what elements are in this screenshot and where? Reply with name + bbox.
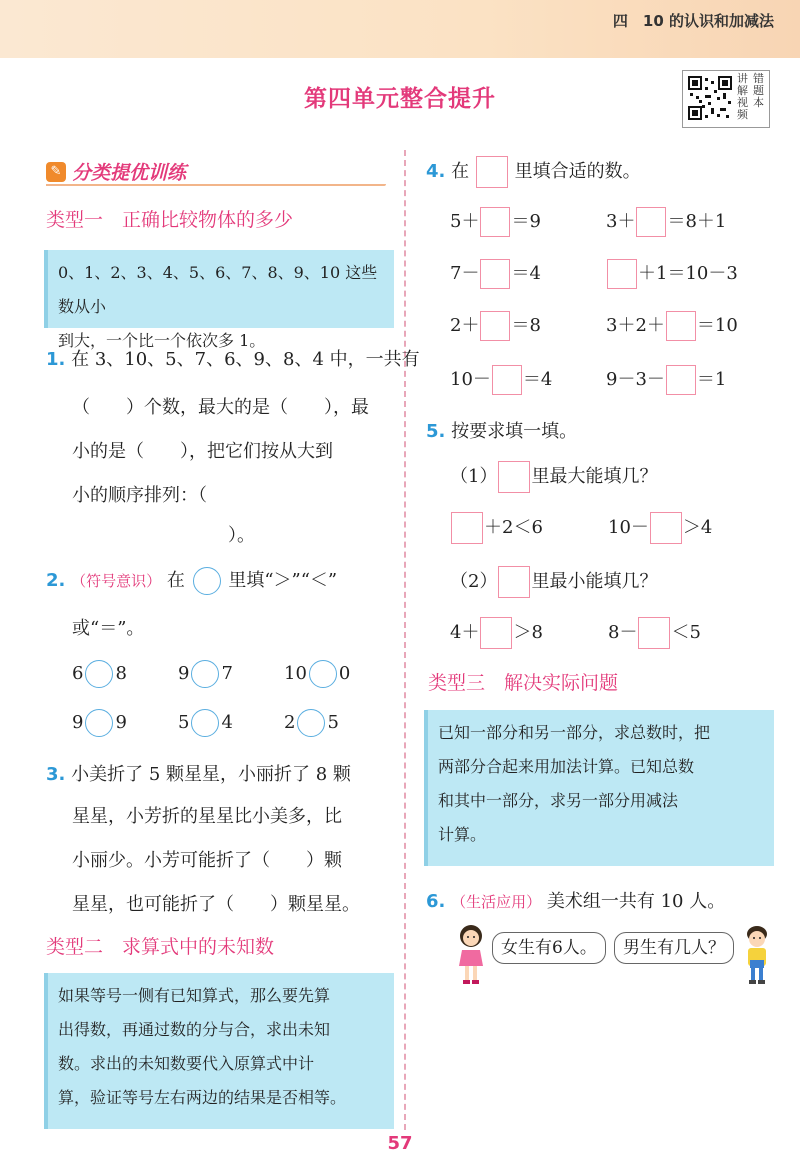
answer-box[interactable] [666, 311, 696, 341]
section-title: 分类提优训练 [72, 162, 187, 184]
q3-line: 小丽少。小芳可能折了（ ）颗 [72, 850, 342, 871]
answer-box[interactable] [666, 365, 696, 395]
qr-code-panel[interactable] [682, 70, 770, 128]
q2-tag: （符号意识） [71, 572, 162, 590]
boy-icon [742, 924, 772, 986]
inequality: 10－ ＞4 [608, 512, 712, 544]
q3-text: 小美折了 5 颗星星，小丽折了 8 颗 [71, 764, 351, 785]
compare-item: 10 0 [284, 660, 350, 688]
section-icon: ✎ [46, 162, 66, 182]
answer-circle[interactable] [85, 709, 113, 737]
equation: 7－ ＝4 [450, 259, 541, 289]
type3-note-line: 已知一部分和另一部分，求总数时，把 [438, 723, 711, 742]
compare-item: 6 8 [72, 660, 127, 688]
type2-heading: 类型二 求算式中的未知数 [46, 936, 275, 958]
answer-box[interactable] [636, 207, 666, 237]
speech-bubble-boy: 男生有几人？ [614, 932, 734, 964]
equation: 5＋ ＝9 [450, 207, 541, 237]
inequality: 8－ ＜5 [608, 617, 701, 649]
section-underline [46, 184, 386, 186]
q3-number: 3. [46, 764, 66, 785]
inequality: 4＋ ＞8 [450, 617, 543, 649]
q1-line: （ ）个数，最大的是（ ），最 [72, 397, 369, 418]
q6-number: 6. [426, 891, 446, 912]
inequality: ＋2＜6 [450, 512, 543, 544]
answer-box[interactable] [451, 512, 483, 544]
q1-line: ）。 [228, 525, 255, 546]
compare-item: 9 9 [72, 709, 127, 737]
qr-label-mistakes: 错题本 [753, 72, 764, 109]
q1-number: 1. [46, 349, 66, 370]
equation: 2＋ ＝8 [450, 311, 541, 341]
answer-box[interactable] [480, 311, 510, 341]
equation: 10－ ＝4 [450, 365, 552, 395]
equation: 3＋2＋ ＝10 [606, 311, 738, 341]
type2-note-line: 数。求出的未知数要代入原算式中计 [58, 1054, 315, 1073]
answer-circle[interactable] [193, 567, 221, 595]
type2-note [44, 973, 394, 1129]
type1-note [44, 250, 394, 350]
q6-line: 6. （生活应用） 美术组一共有 10 人。 [426, 891, 726, 912]
type1-note-line: 0、1、2、3、4、5、6、7、8、9、10 这些数从小 [58, 263, 378, 316]
q5-part: （2） 里最小能填几？ [450, 566, 657, 598]
answer-box[interactable] [480, 259, 510, 289]
type3-heading: 类型三 解决实际问题 [428, 672, 619, 694]
page-title: 第四单元整合提升 [304, 86, 496, 112]
answer-circle[interactable] [191, 709, 219, 737]
type3-note-line: 和其中一部分，求另一部分用减法 [438, 791, 679, 810]
type2-note-line: 出得数，再通过数的分与合，求出未知 [58, 1020, 331, 1039]
type3-note-line: 计算。 [438, 825, 487, 844]
answer-circle[interactable] [85, 660, 113, 688]
q4-line: 4. 在 里填合适的数。 [426, 156, 641, 188]
answer-circle[interactable] [191, 660, 219, 688]
answer-box[interactable] [650, 512, 682, 544]
q2-line: 或“＝”。 [72, 618, 145, 639]
answer-box[interactable] [498, 461, 530, 493]
type3-note-line: 两部分合起来用加法计算。已知总数 [438, 757, 695, 776]
girl-icon [456, 924, 486, 986]
answer-box[interactable] [607, 259, 637, 289]
q1-line [46, 345, 420, 371]
q2-text: 在 [166, 570, 185, 591]
q2-line [46, 566, 337, 595]
q5-number: 5. [426, 421, 446, 442]
q2-number: 2. [46, 570, 66, 591]
q5-part: （1） 里最大能填几？ [450, 461, 657, 493]
page-number: 57 [387, 1133, 413, 1154]
type2-note-line: 算，验证等号左右两边的结果是否相等。 [58, 1088, 347, 1107]
q3-line: 星星，也可能折了（ ）颗星星。 [72, 894, 360, 915]
equation: 9－3－ ＝1 [606, 365, 726, 395]
type2-note-line: 如果等号一侧有已知算式，那么要先算 [58, 986, 331, 1005]
q2-text: 里填“＞”“＜” [228, 570, 338, 591]
header-band [0, 0, 800, 58]
answer-box[interactable] [498, 566, 530, 598]
column-divider [404, 150, 406, 1130]
answer-box[interactable] [492, 365, 522, 395]
q5-line: 5. 按要求填一填。 [426, 421, 578, 442]
type3-note [424, 710, 774, 866]
equation: 3＋ ＝8＋1 [606, 207, 726, 237]
answer-box[interactable] [480, 617, 512, 649]
compare-item: 2 5 [284, 709, 339, 737]
q3-line [46, 760, 351, 786]
compare-item: 5 4 [178, 709, 233, 737]
answer-box[interactable] [638, 617, 670, 649]
q3-line: 星星，小芳折的星星比小美多，比 [72, 806, 342, 827]
answer-box[interactable] [476, 156, 508, 188]
speech-bubble-girl: 女生有6人。 [492, 932, 606, 964]
type1-note-line: 到大，一个比一个依次多 1。 [58, 331, 266, 350]
compare-item: 9 7 [178, 660, 233, 688]
equation: ＋1＝10－3 [606, 259, 738, 289]
qr-code-icon [687, 75, 733, 121]
q1-line: 小的顺序排列：（ [72, 485, 207, 506]
q6-tag: （生活应用） [451, 893, 542, 911]
type1-heading: 类型一 正确比较物体的多少 [46, 209, 294, 231]
q1-text: 在 3、10、5、7、6、9、8、4 中，一共有 [71, 349, 420, 370]
qr-label-video: 讲解视频 [737, 72, 748, 121]
answer-circle[interactable] [309, 660, 337, 688]
q4-number: 4. [426, 161, 446, 182]
q1-line: 小的是（ ），把它们按从大到 [72, 441, 333, 462]
answer-box[interactable] [480, 207, 510, 237]
answer-circle[interactable] [297, 709, 325, 737]
unit-heading: 四 10 的认识和加减法 [612, 12, 774, 30]
